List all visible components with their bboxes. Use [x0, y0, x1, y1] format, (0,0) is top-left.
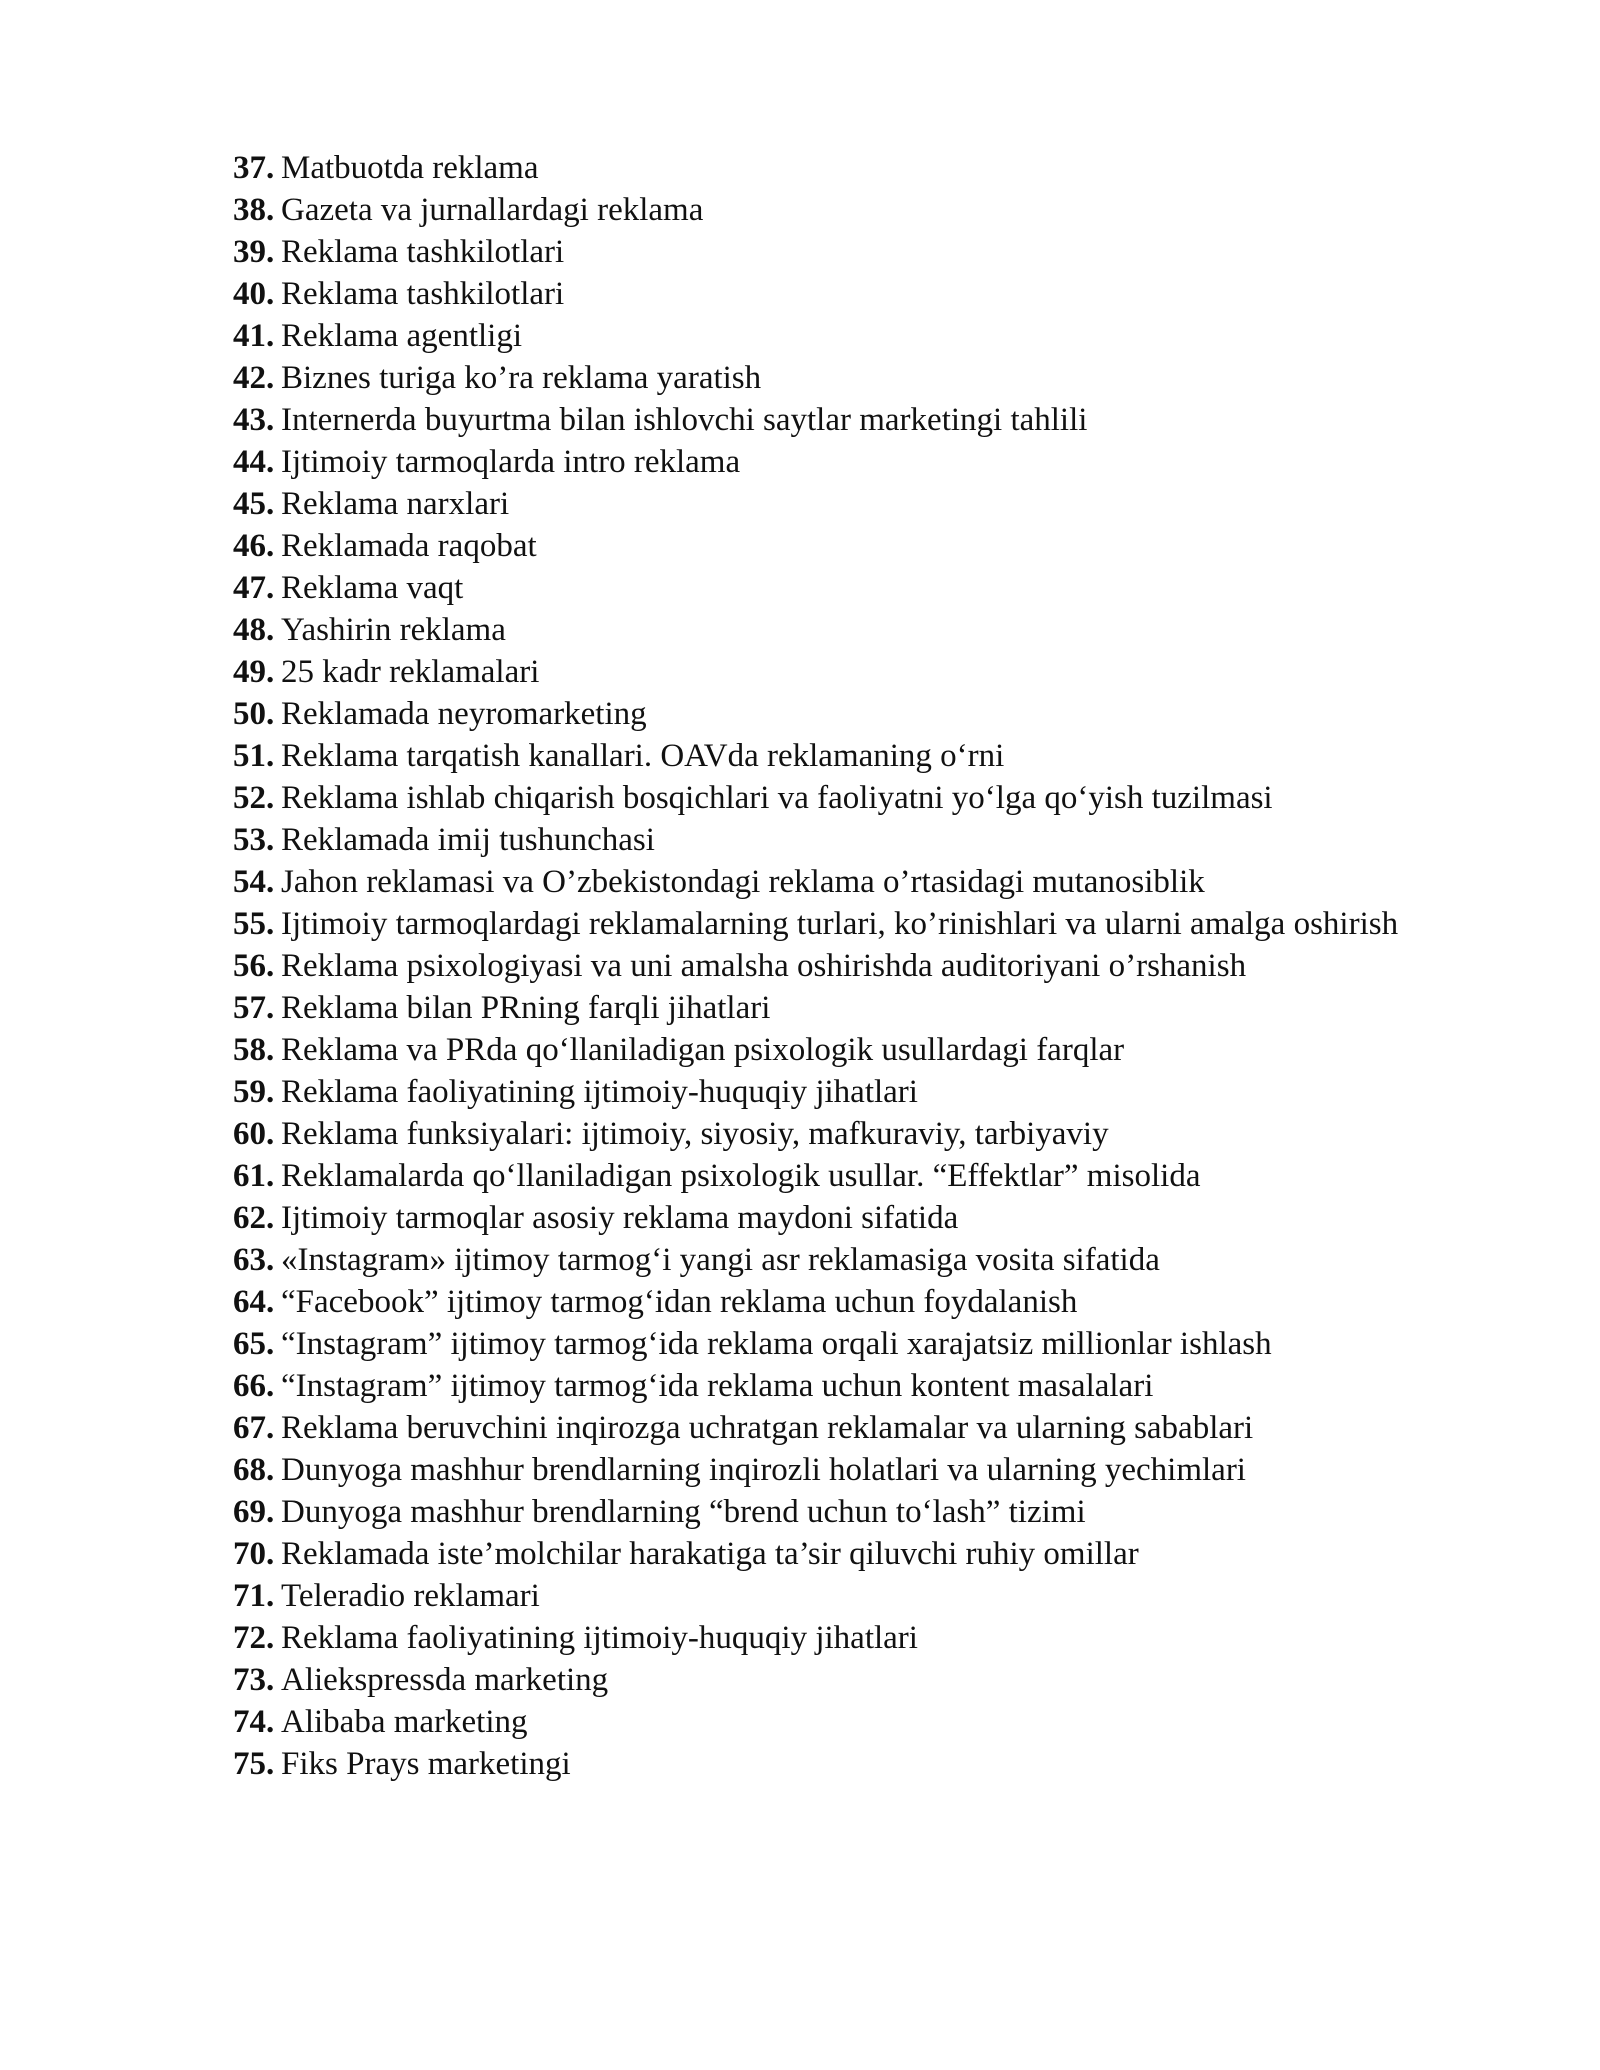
item-text: Ijtimoiy tarmoqlar asosiy reklama maydoni sifatida [281, 1200, 959, 1236]
item-number: 50. [233, 696, 275, 732]
list-item [233, 1617, 1520, 1659]
item-number: 75. [233, 1746, 275, 1782]
list-item [233, 315, 1520, 357]
list-item [233, 525, 1520, 567]
list-item [233, 1113, 1520, 1155]
item-number: 39. [233, 234, 275, 270]
item-number: 72. [233, 1620, 275, 1656]
item-text: Reklama vaqt [281, 570, 464, 606]
list-item [233, 945, 1520, 987]
item-number: 57. [233, 990, 275, 1026]
item-text: Reklama tashkilotlari [281, 276, 565, 312]
item-text: Reklamada imij tushunchasi [281, 822, 655, 858]
item-number: 40. [233, 276, 275, 312]
item-number: 74. [233, 1704, 275, 1740]
list-item [233, 1197, 1520, 1239]
list-item [233, 861, 1520, 903]
list-item [233, 1239, 1520, 1281]
list-item [233, 1743, 1520, 1785]
item-number: 56. [233, 948, 275, 984]
list-item [233, 1365, 1520, 1407]
item-text: Reklama bilan PRning farqli jihatlari [281, 990, 771, 1026]
list-item [233, 189, 1520, 231]
item-text: Reklama psixologiyasi va uni amalsha oshirishda auditoriyani o’rshanish [281, 948, 1247, 984]
item-text: Biznes turiga ko’ra reklama yaratish [281, 360, 762, 396]
list-item [233, 1575, 1520, 1617]
item-text: Gazeta va jurnallardagi reklama [281, 192, 704, 228]
item-text: Reklama beruvchini inqirozga uchratgan reklamalar va ularning sabablari [281, 1410, 1254, 1446]
list-item [233, 1155, 1520, 1197]
item-text: Matbuotda reklama [281, 150, 539, 186]
list-item [233, 819, 1520, 861]
item-number: 64. [233, 1284, 275, 1320]
list-item [233, 987, 1520, 1029]
list-item [233, 1449, 1520, 1491]
item-number: 62. [233, 1200, 275, 1236]
item-number: 45. [233, 486, 275, 522]
item-number: 58. [233, 1032, 275, 1068]
item-text: Reklama ishlab chiqarish bosqichlari va faoliyatni yo‘lga qo‘yish tuzilmasi [281, 780, 1273, 816]
item-number: 73. [233, 1662, 275, 1698]
item-text: Reklamalarda qo‘llaniladigan psixologik usullar. “Effektlar” misolida [281, 1158, 1201, 1194]
item-text: Reklama tashkilotlari [281, 234, 565, 270]
item-number: 46. [233, 528, 275, 564]
list-item [233, 1281, 1520, 1323]
list-item [233, 483, 1520, 525]
item-text: Reklama narxlari [281, 486, 510, 522]
list-item [233, 399, 1520, 441]
item-text: Fiks Prays marketingi [281, 1746, 571, 1782]
item-text: Reklama faoliyatining ijtimoiy-huquqiy jihatlari [281, 1620, 918, 1656]
list-item [233, 147, 1520, 189]
item-text: Ijtimoiy tarmoqlarda intro reklama [281, 444, 741, 480]
list-item [233, 1071, 1520, 1113]
item-number: 55. [233, 906, 275, 942]
item-text: Reklama faoliyatining ijtimoiy-huquqiy jihatlari [281, 1074, 918, 1110]
item-number: 42. [233, 360, 275, 396]
item-number: 37. [233, 150, 275, 186]
list-item [233, 1659, 1520, 1701]
item-number: 70. [233, 1536, 275, 1572]
item-number: 47. [233, 570, 275, 606]
item-text: Ijtimoiy tarmoqlardagi reklamalarning turlari, ko’rinishlari va ularni amalga oshirish [281, 906, 1399, 942]
item-text: Yashirin reklama [281, 612, 506, 648]
item-text: Reklama agentligi [281, 318, 523, 354]
item-number: 43. [233, 402, 275, 438]
item-number: 60. [233, 1116, 275, 1152]
item-number: 54. [233, 864, 275, 900]
item-text: Reklama va PRda qo‘llaniladigan psixologik usullardagi farqlar [281, 1032, 1125, 1068]
list-item [233, 609, 1520, 651]
item-number: 52. [233, 780, 275, 816]
item-text: Aliekspressda marketing [281, 1662, 609, 1698]
item-text: Dunyoga mashhur brendlarning inqirozli holatlari va ularning yechimlari [281, 1452, 1246, 1488]
list-item [233, 735, 1520, 777]
item-text: Reklamada neyromarketing [281, 696, 647, 732]
list-item [233, 777, 1520, 819]
item-number: 65. [233, 1326, 275, 1362]
list-item [233, 1323, 1520, 1365]
list-item [233, 1029, 1520, 1071]
item-number: 38. [233, 192, 275, 228]
item-text: Teleradio reklamari [281, 1578, 540, 1614]
item-number: 44. [233, 444, 275, 480]
list-item [233, 231, 1520, 273]
list-item [233, 651, 1520, 693]
item-text: Reklama tarqatish kanallari. OAVda reklamaning o‘rni [281, 738, 1005, 774]
item-number: 61. [233, 1158, 275, 1194]
item-text: “Instagram” ijtimoy tarmog‘ida reklama orqali xarajatsiz millionlar ishlash [281, 1326, 1272, 1362]
item-number: 67. [233, 1410, 275, 1446]
list-item [233, 1533, 1520, 1575]
list-item [233, 1701, 1520, 1743]
list-item [233, 1407, 1520, 1449]
item-number: 49. [233, 654, 275, 690]
item-number: 69. [233, 1494, 275, 1530]
item-text: “Facebook” ijtimoy tarmog‘idan reklama uchun foydalanish [281, 1284, 1078, 1320]
list-item [233, 567, 1520, 609]
item-text: Dunyoga mashhur brendlarning “brend uchun to‘lash” tizimi [281, 1494, 1086, 1530]
item-text: Reklamada raqobat [281, 528, 537, 564]
list-item [233, 441, 1520, 483]
item-number: 68. [233, 1452, 275, 1488]
item-number: 53. [233, 822, 275, 858]
item-number: 41. [233, 318, 275, 354]
item-number: 48. [233, 612, 275, 648]
item-number: 59. [233, 1074, 275, 1110]
item-text: Jahon reklamasi va O’zbekistondagi reklama o’rtasidagi mutanosiblik [281, 864, 1205, 900]
item-number: 51. [233, 738, 275, 774]
item-text: Reklama funksiyalari: ijtimoiy, siyosiy, mafkuraviy, tarbiyaviy [281, 1116, 1109, 1152]
list-item [233, 273, 1520, 315]
item-number: 66. [233, 1368, 275, 1404]
item-number: 63. [233, 1242, 275, 1278]
topic-list [233, 147, 1520, 1785]
item-text: “Instagram” ijtimoy tarmog‘ida reklama uchun kontent masalalari [281, 1368, 1154, 1404]
item-text: «Instagram» ijtimoy tarmog‘i yangi asr reklamasiga vosita sifatida [281, 1242, 1160, 1278]
item-number: 71. [233, 1578, 275, 1614]
list-item [233, 693, 1520, 735]
list-item [233, 903, 1520, 945]
list-item [233, 357, 1520, 399]
item-text: Internerda buyurtma bilan ishlovchi saytlar marketingi tahlili [281, 402, 1088, 438]
list-item [233, 1491, 1520, 1533]
item-text: 25 kadr reklamalari [281, 654, 540, 690]
item-text: Reklamada iste’molchilar harakatiga ta’sir qiluvchi ruhiy omillar [281, 1536, 1139, 1572]
item-text: Alibaba marketing [281, 1704, 528, 1740]
